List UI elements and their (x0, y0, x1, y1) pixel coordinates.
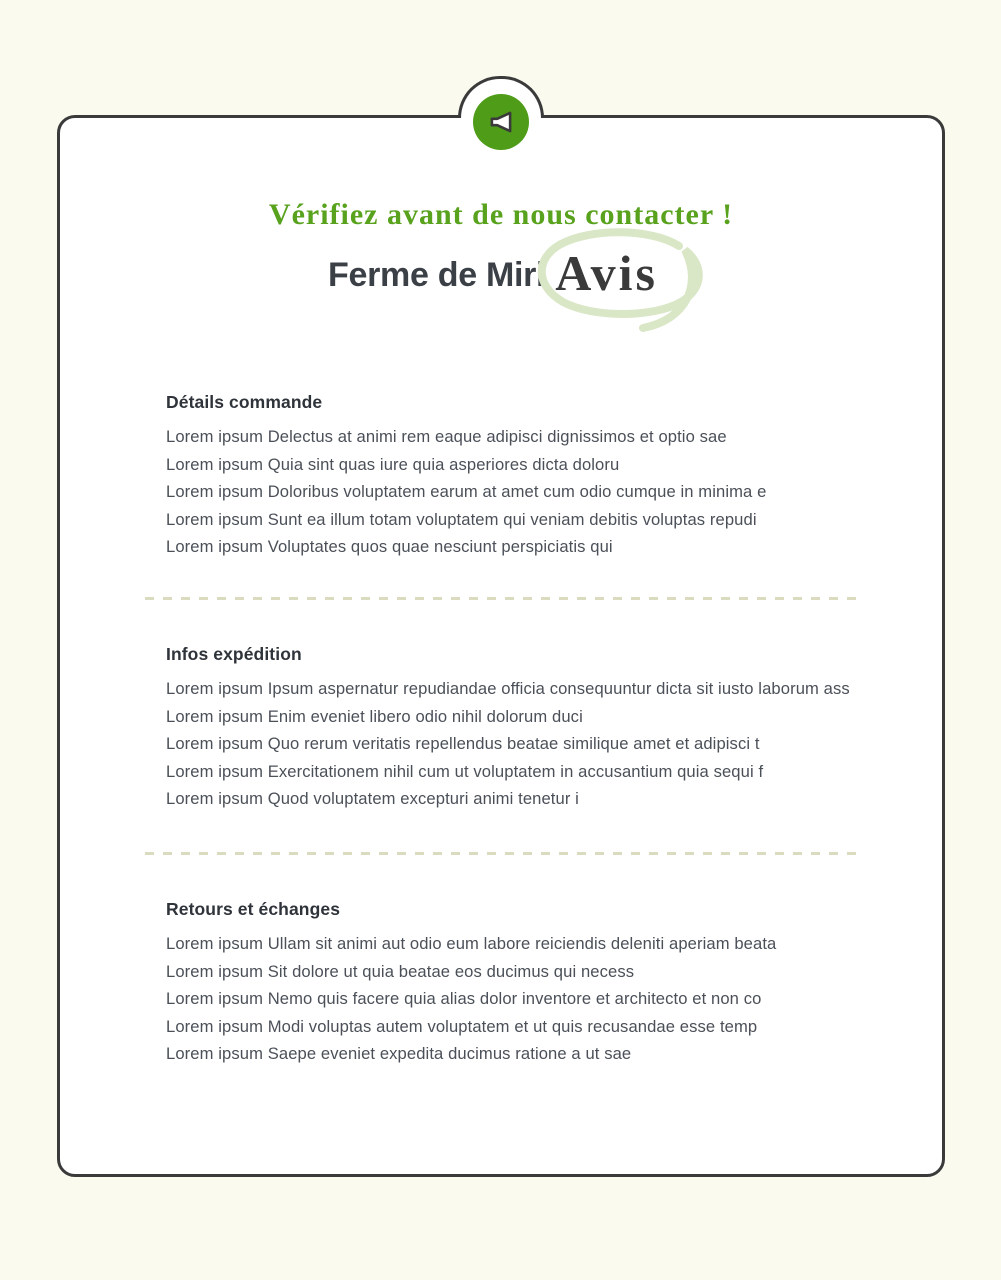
section-shipping-info (166, 642, 902, 813)
section-line: Lorem ipsum Quia sint quas iure quia asperiores dicta doloru (166, 454, 620, 474)
tagline: Vérifiez avant de nous contacter ! (268, 198, 734, 231)
section-line: Lorem ipsum Nemo quis facere quia alias dolor inventore et architecto et non co (166, 989, 762, 1009)
brand-highlight-wrap (545, 242, 674, 308)
section-line: Lorem ipsum Voluptates quos quae nesciunt perspiciatis qui (166, 537, 613, 557)
section-line: Lorem ipsum Modi voluptas autem voluptatem et ut quis recusandae esse temp (166, 1016, 758, 1036)
announcement-badge[interactable] (473, 94, 529, 150)
brand-highlight: Avis (555, 245, 658, 301)
section-title: Infos expédition (166, 644, 302, 664)
section-title: Retours et échanges (166, 899, 341, 919)
section-line: Lorem ipsum Ipsum aspernatur repudiandae officia consequuntur dicta sit iusto laborum ass (166, 679, 850, 698)
section-line: Lorem ipsum Exercitationem nihil cum ut voluptatem in accusantium quia sequi f (166, 761, 764, 781)
section-line: Lorem ipsum Sunt ea illum totam voluptatem qui veniam debitis voluptas repudi (166, 509, 757, 529)
section-order-details (166, 390, 902, 561)
section-line: Lorem ipsum Sit dolore ut quia beatae eos ducimus qui necess (166, 961, 635, 981)
section-line: Lorem ipsum Quod voluptatem excepturi animi tenetur i (166, 789, 579, 809)
section-line: Lorem ipsum Ullam sit animi aut odio eum labore reiciendis deleniti aperiam beata (166, 934, 777, 953)
brand-title (60, 225, 942, 325)
megaphone-icon (486, 107, 516, 137)
section-returns-exchanges (166, 897, 902, 1068)
brand-prefix: Ferme de Miri (328, 255, 546, 294)
section-line: Lorem ipsum Quo rerum veritatis repellendus beatae similique amet et adipisci t (166, 734, 760, 754)
section-title: Détails commande (166, 392, 323, 412)
section-line: Lorem ipsum Doloribus voluptatem earum at amet cum odio cumque in minima e (166, 482, 767, 502)
section-line: Lorem ipsum Enim eveniet libero odio nihil dolorum duci (166, 706, 583, 726)
section-line: Lorem ipsum Saepe eveniet expedita ducimus ratione a ut sae (166, 1044, 632, 1064)
faq-card (57, 115, 945, 1177)
dashed-divider (145, 597, 857, 600)
dashed-divider (145, 852, 857, 855)
section-line: Lorem ipsum Delectus at animi rem eaque adipisci dignissimos et optio sae (166, 427, 727, 446)
